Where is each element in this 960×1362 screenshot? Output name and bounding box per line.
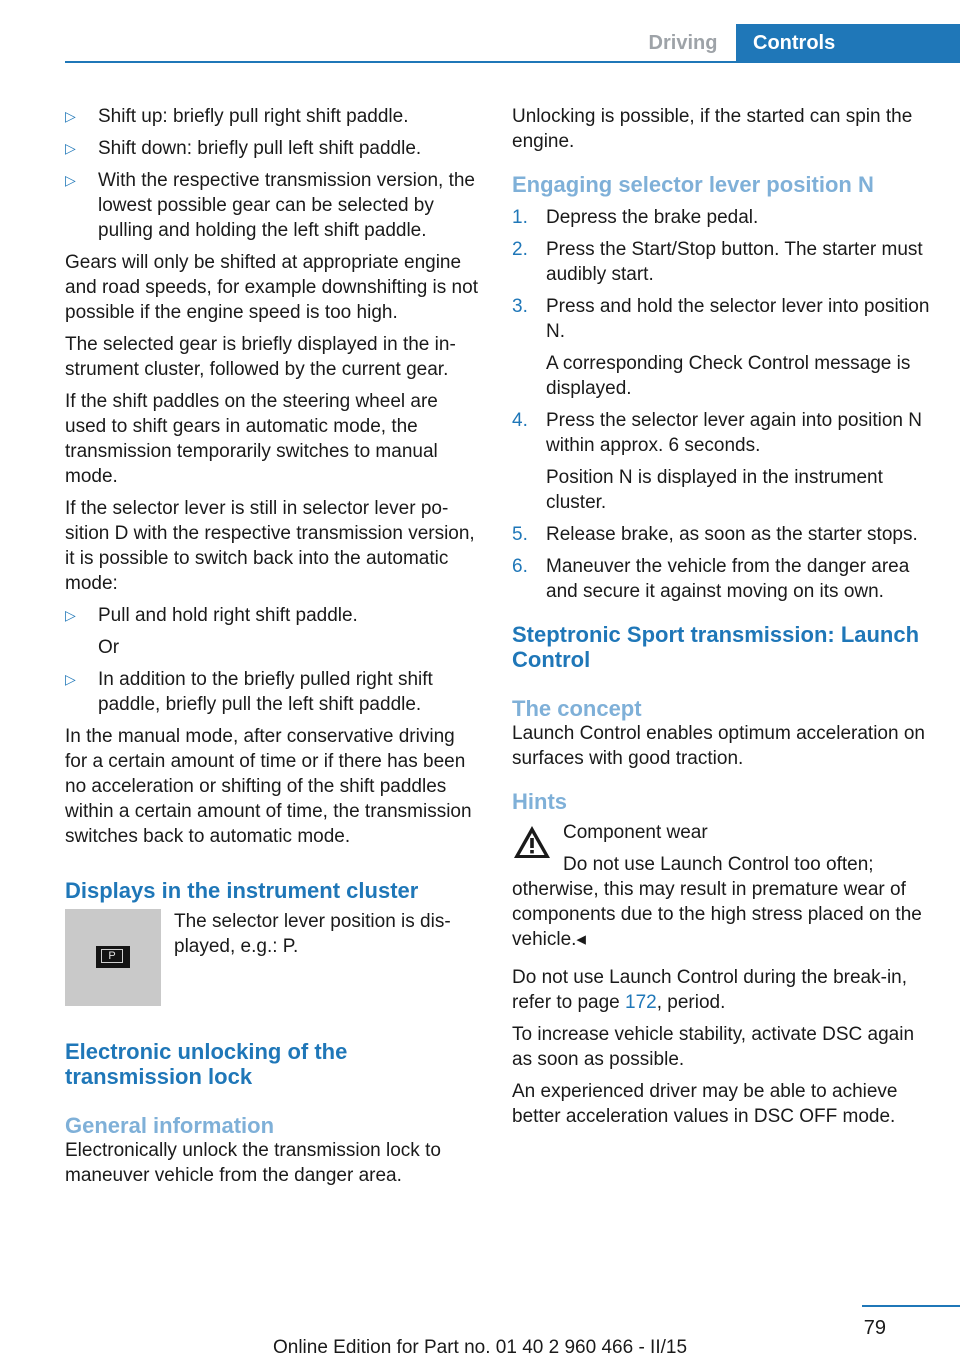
page-number: 79	[863, 1317, 886, 1339]
heading-engaging-n: Engaging selector lever position N	[512, 172, 874, 197]
list-item: 5. Release brake, as soon as the starter stops.	[512, 524, 918, 545]
right-column	[512, 104, 932, 1136]
heading-concept: The concept	[512, 696, 642, 721]
paragraph: In the manual mode, after conservative driving for a certain amount of time or if there has been no acceleration or shifting of the shift paddles within a certain amount of time, the transmission switches back to automatic mode.	[65, 726, 472, 847]
displays-text: The selector lever position is displayed, e.g.: P.	[174, 911, 451, 957]
paragraph: To increase vehicle stability, activate DSC again as soon as possible.	[512, 1024, 915, 1070]
header-chapter-controls: Controls	[736, 24, 960, 62]
warning-block	[512, 820, 932, 952]
display-illustration-block	[65, 909, 481, 1009]
left-column	[65, 104, 481, 1195]
gear-p-indicator-icon: P	[96, 946, 130, 968]
list-item: 3. Press and hold the selector lever into position N. A corresponding Check Control message is displayed.	[512, 296, 930, 399]
triangle-bullet-icon: ▷	[65, 140, 76, 156]
paragraph: The selected gear is briefly displayed in the instrument cluster, followed by the current gear.	[65, 334, 456, 380]
heading-electronic-unlocking: Electronic unlocking of the transmission lock	[65, 1039, 348, 1089]
instrument-cluster-image	[65, 909, 161, 1006]
list-item: ▷ Pull and hold right shift paddle. Or	[65, 605, 358, 658]
paragraph: An experienced driver may be able to achieve better acceleration values in DSC OFF mode.	[512, 1081, 898, 1127]
list-item: 2. Press the Start/Stop button. The starter must audibly start.	[512, 239, 923, 285]
paragraph: Unlocking is possible, if the started can spin the engine.	[512, 106, 913, 152]
shift-bullet-list	[65, 104, 481, 243]
warning-triangle-icon	[512, 824, 552, 860]
auto-mode-bullet-list	[65, 603, 481, 717]
footer-edition: Online Edition for Part no. 01 40 2 960 466 - II/15	[272, 1337, 688, 1358]
paragraph: Launch Control enables optimum acceleration on surfaces with good traction.	[512, 723, 925, 769]
paragraph: If the shift paddles on the steering wheel are used to shift gears in automatic mode, the transmission temporarily switches to manual mode.	[65, 391, 438, 487]
footer-rule	[862, 1305, 960, 1307]
list-item: ▷ Shift up: briefly pull right shift paddle.	[65, 106, 409, 127]
list-item: 6. Maneuver the vehicle from the danger area and secure it against moving on its own.	[512, 556, 910, 602]
page-reference-link[interactable]: 172	[625, 992, 657, 1013]
heading-general-information: General information	[65, 1113, 275, 1138]
list-item: 4. Press the selector lever again into position N within approx. 6 seconds. Position N is displayed in the instrument cluster.	[512, 410, 922, 513]
heading-steptronic-launch-control: Steptronic Sport transmission: Launch Control	[512, 622, 920, 672]
header-section-driving: Driving	[648, 32, 718, 54]
warning-text-first-line: Do not use Launch Control too often;	[563, 854, 874, 875]
engaging-steps-list	[512, 205, 932, 604]
list-item: ▷ With the respective transmission version, the lowest possible gear can be selected by pulling and holding the left shift paddle.	[65, 170, 475, 241]
paragraph: If the selector lever is still in selector lever position D with the respective transmission version, it is possible to switch back into the automatic mode:	[65, 498, 475, 594]
list-item: ▷ In addition to the briefly pulled right shift paddle, briefly pull the left shift paddle.	[65, 669, 433, 715]
list-item: ▷ Shift down: briefly pull left shift paddle.	[65, 138, 422, 159]
paragraph: Electronically unlock the transmission lock to maneuver vehicle from the danger area.	[65, 1140, 441, 1186]
heading-hints: Hints	[512, 789, 567, 814]
triangle-bullet-icon: ▷	[65, 172, 76, 188]
heading-displays: Displays in the instrument cluster	[65, 878, 419, 903]
warning-title: Component wear	[563, 822, 708, 843]
paragraph: Gears will only be shifted at appropriate engine and road speeds, for example downshifting is not possible if the engine speed is too high.	[65, 252, 478, 323]
list-item: 1. Depress the brake pedal.	[512, 207, 759, 228]
triangle-bullet-icon: ▷	[65, 671, 76, 687]
paragraph-break-in: Do not use Launch Control during the break-in, refer to page 172, period.	[512, 967, 908, 1013]
triangle-bullet-icon: ▷	[65, 607, 76, 623]
triangle-bullet-icon: ▷	[65, 108, 76, 124]
header-rule	[65, 61, 960, 63]
warning-text: otherwise, this may result in premature wear of components due to the high stress placed on the vehicle.◂	[512, 879, 922, 950]
